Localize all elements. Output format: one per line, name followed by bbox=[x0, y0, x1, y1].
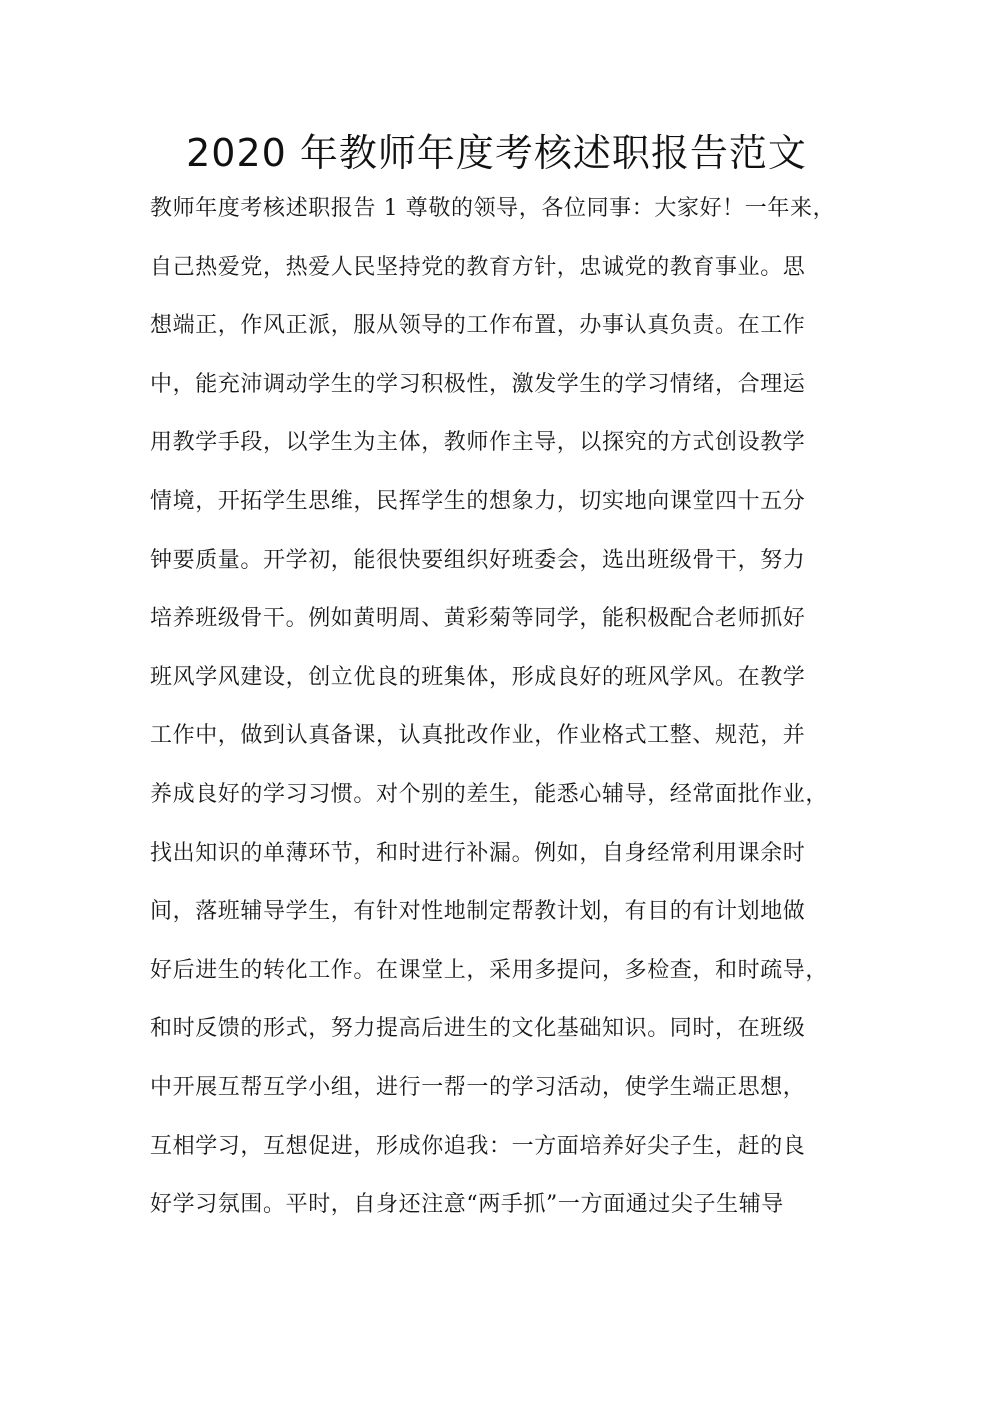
body-line: 中，能充沛调动学生的学习积极性，激发学生的学习情绪，合理运 bbox=[150, 371, 806, 397]
document-body bbox=[150, 180, 840, 1235]
body-line: 教师年度考核述职报告 1 尊敬的领导，各位同事：大家好！一年来， bbox=[150, 196, 836, 221]
body-line: 间，落班辅导学生，有针对性地制定帮教计划，有目的有计划地做 bbox=[150, 899, 806, 925]
body-line: 养成良好的学习习惯。对个别的差生，能悉心辅导，经常面批作业， bbox=[150, 781, 829, 807]
body-line: 中开展互帮互学小组，进行一帮一的学习活动，使学生端正思想， bbox=[150, 1074, 806, 1100]
body-line: 好后进生的转化工作。在课堂上，采用多提问，多检查，和时疏导， bbox=[150, 957, 829, 983]
document-title: 2020 年教师年度考核述职报告范文 bbox=[186, 131, 807, 175]
body-line: 班风学风建设，创立优良的班集体，形成良好的班风学风。在教学 bbox=[150, 664, 806, 690]
body-line: 好学习氛围。平时，自身还注意“两手抓”一方面通过尖子生辅导 bbox=[150, 1192, 784, 1218]
body-line: 想端正，作风正派，服从领导的工作布置，办事认真负责。在工作 bbox=[150, 313, 806, 339]
body-line: 找出知识的单薄环节，和时进行补漏。例如，自身经常利用课余时 bbox=[150, 840, 806, 866]
body-line: 用教学手段，以学生为主体，教师作主导，以探究的方式创设教学 bbox=[150, 430, 806, 456]
body-line: 自己热爱党，热爱人民坚持党的教育方针，忠诚党的教育事业。思 bbox=[150, 254, 806, 280]
body-line: 培养班级骨干。例如黄明周、黄彩菊等同学，能积极配合老师抓好 bbox=[150, 606, 806, 632]
body-line: 和时反馈的形式，努力提高后进生的文化基础知识。同时，在班级 bbox=[150, 1016, 806, 1042]
body-line: 情境，开拓学生思维，民挥学生的想象力，切实地向课堂四十五分 bbox=[150, 488, 806, 514]
body-line: 互相学习，互想促进，形成你追我：一方面培养好尖子生，赶的良 bbox=[150, 1133, 806, 1159]
body-line: 工作中，做到认真备课，认真批改作业，作业格式工整、规范，并 bbox=[150, 723, 806, 749]
body-line: 钟要质量。开学初，能很快要组织好班委会，选出班级骨干，努力 bbox=[150, 547, 806, 573]
